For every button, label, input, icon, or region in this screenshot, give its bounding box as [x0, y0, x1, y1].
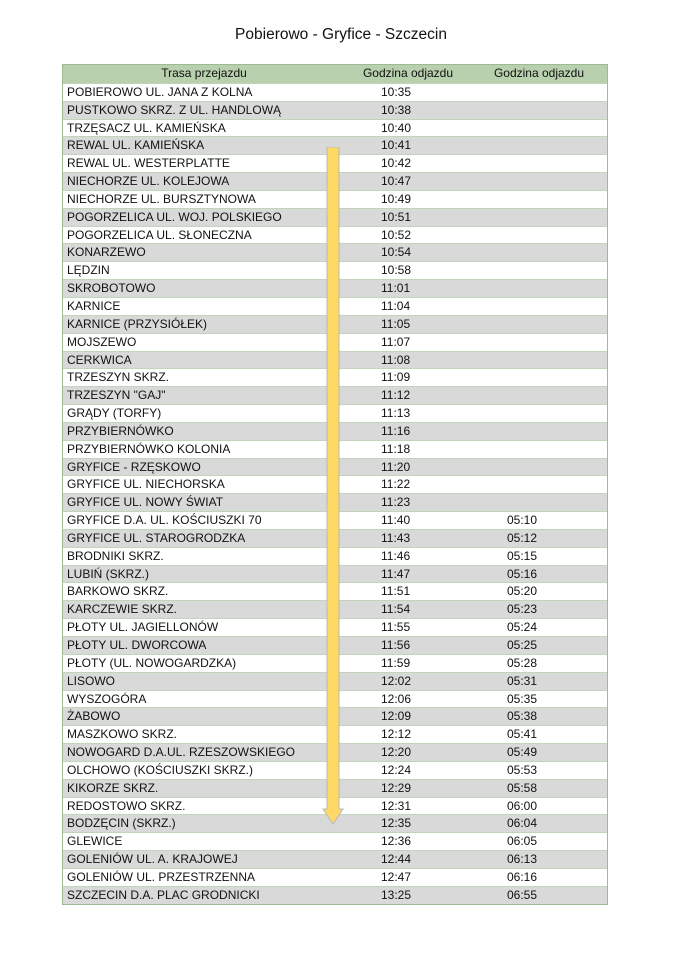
departure-time-1: 10:40	[381, 120, 412, 135]
stop-name: GOLENIÓW UL. A. KRAJOWEJ	[67, 852, 238, 867]
stop-name: POBIEROWO UL. JANA Z KOLNA	[67, 84, 253, 99]
departure-time-2	[471, 191, 607, 208]
departure-time-1: 11:01	[381, 281, 411, 296]
departure-time-1: 10:42	[381, 156, 412, 171]
stop-name: LUBIŃ (SKRZ.)	[67, 566, 150, 581]
departure-time-1: 11:40	[381, 513, 411, 528]
table-row	[63, 832, 607, 850]
departure-time-1: 12:47	[381, 869, 412, 884]
header-departure-1: Godzina odjazdu	[362, 66, 454, 80]
stop-name: REWAL UL. KAMIEŃSKA	[67, 138, 205, 153]
departure-time-2: 06:04	[507, 816, 538, 831]
stop-name: LISOWO	[67, 673, 116, 688]
stop-name: KIKORZE SKRZ.	[67, 780, 159, 795]
departure-time-1: 11:59	[381, 655, 411, 670]
stop-name: MOJSZEWO	[67, 334, 137, 349]
departure-time-1: 10:58	[381, 263, 412, 278]
stop-name: BRODNIKI SKRZ.	[67, 548, 164, 563]
table-row	[63, 850, 607, 868]
stop-name: PŁOTY UL. JAGIELLONÓW	[67, 620, 219, 635]
departure-time-2: 05:38	[507, 709, 538, 724]
departure-time-1: 11:07	[381, 334, 411, 349]
departure-time-2	[471, 334, 607, 351]
departure-time-2: 05:20	[507, 584, 538, 599]
departure-time-1: 12:20	[381, 745, 412, 760]
stop-name: TRZĘSACZ UL. KAMIEŃSKA	[67, 120, 226, 135]
departure-time-1: 10:47	[381, 174, 412, 189]
departure-time-2	[471, 405, 607, 422]
stop-name: CERKWICA	[67, 352, 132, 367]
departure-time-2: 05:41	[507, 727, 538, 742]
departure-time-1: 12:02	[381, 673, 412, 688]
departure-time-2	[471, 262, 607, 279]
departure-time-1: 11:51	[381, 584, 411, 599]
departure-time-2: 06:00	[507, 798, 538, 813]
stop-name: POGORZELICA UL. WOJ. POLSKIEGO	[67, 209, 282, 224]
stop-name: KARNICE	[67, 298, 121, 313]
departure-time-2	[471, 137, 607, 154]
stop-name: GRYFICE - RZĘSKOWO	[67, 459, 201, 474]
departure-time-1: 12:35	[381, 816, 412, 831]
departure-time-2: 05:25	[507, 638, 538, 652]
departure-time-2	[471, 441, 607, 458]
stop-name: BARKOWO SKRZ.	[67, 584, 169, 599]
stop-name: REWAL UL. WESTERPLATTE	[67, 156, 230, 171]
departure-time-2: 05:23	[507, 602, 538, 617]
departure-time-2: 05:58	[507, 780, 538, 795]
departure-time-2: 05:28	[507, 655, 538, 670]
departure-time-2: 06:13	[507, 852, 538, 867]
departure-time-2	[471, 387, 607, 404]
departure-time-2	[471, 155, 607, 172]
stop-name: TRZESZYN "GAJ"	[67, 388, 166, 403]
departure-time-1: 12:36	[381, 834, 412, 849]
departure-time-1: 13:25	[381, 887, 412, 902]
departure-time-2: 06:05	[507, 834, 538, 849]
departure-time-1: 11:22	[381, 477, 411, 492]
departure-time-2	[471, 298, 607, 315]
header-route: Trasa przejazdu	[161, 66, 247, 80]
departure-time-1: 10:35	[381, 84, 412, 99]
departure-time-2: 06:16	[507, 869, 538, 884]
departure-time-1: 12:31	[381, 798, 412, 813]
stop-name: GRĄDY (TORFY)	[67, 406, 162, 421]
stop-name: NOWOGARD D.A.UL. RZESZOWSKIEGO	[67, 745, 296, 760]
stop-name: GRYFICE D.A. UL. KOŚCIUSZKI 70	[67, 513, 262, 528]
stop-name: NIECHORZE UL. BURSZTYNOWA	[67, 191, 256, 206]
departure-time-2	[471, 352, 607, 369]
departure-time-1: 11:55	[381, 620, 411, 635]
departure-time-2	[471, 84, 607, 101]
departure-time-2: 05:53	[507, 762, 538, 777]
departure-time-2	[471, 209, 607, 226]
stop-name: KONARZEWO	[67, 245, 146, 260]
departure-time-2	[471, 459, 607, 476]
stop-name: PUSTKOWO SKRZ. Z UL. HANDLOWĄ	[67, 102, 282, 117]
departure-time-2: 05:10	[507, 513, 538, 528]
stop-name: SZCZECIN D.A. PLAC GRODNICKI	[67, 887, 260, 902]
table-row	[63, 119, 607, 137]
departure-time-1: 12:09	[381, 709, 412, 724]
stop-name: WYSZOGÓRA	[67, 691, 147, 706]
departure-time-1: 11:13	[381, 406, 411, 421]
departure-time-2: 05:12	[507, 530, 538, 545]
stop-name: MASZKOWO SKRZ.	[67, 727, 178, 742]
departure-time-1: 10:51	[381, 209, 412, 224]
departure-time-1: 11:54	[381, 602, 411, 617]
departure-time-2	[471, 316, 607, 333]
stop-name: GRYFICE UL. NIECHORSKA	[67, 477, 225, 492]
stop-name: LĘDZIN	[67, 263, 110, 278]
stop-name: POGORZELICA UL. SŁONECZNA	[67, 227, 252, 242]
departure-time-2: 05:16	[507, 566, 538, 581]
departure-time-2: 05:24	[507, 620, 538, 635]
departure-time-1: 10:52	[381, 227, 412, 242]
departure-time-1: 11:46	[381, 548, 411, 563]
departure-time-1: 11:08	[381, 352, 411, 367]
departure-time-1: 11:09	[381, 370, 411, 385]
table-row	[63, 868, 607, 886]
stop-name: REDOSTOWO SKRZ.	[67, 798, 186, 813]
departure-time-1: 11:43	[381, 530, 411, 545]
departure-time-1: 12:12	[381, 727, 412, 742]
stop-name: ŻABOWO	[67, 709, 121, 724]
stop-name: GLEWICE	[67, 834, 123, 849]
departure-time-2	[471, 280, 607, 297]
stop-name: GOLENIÓW UL. PRZESTRZENNA	[67, 869, 256, 884]
stop-name: GRYFICE UL. STAROGRODZKA	[67, 530, 246, 545]
stop-name: PŁOTY (UL. NOWOGARDZKA)	[67, 655, 237, 670]
departure-time-1: 11:18	[381, 441, 411, 456]
departure-time-2	[471, 244, 607, 261]
stop-name: NIECHORZE UL. KOLEJOWA	[67, 174, 230, 189]
departure-time-2: 06:55	[507, 887, 538, 902]
departure-time-2	[471, 494, 607, 511]
table-row	[63, 886, 607, 904]
departure-time-1: 11:16	[381, 423, 411, 438]
departure-time-2	[471, 227, 607, 244]
header-departure-2: Godzina odjazdu	[493, 66, 585, 80]
table-row	[63, 101, 607, 119]
stop-name: OLCHOWO (KOŚCIUSZKI SKRZ.)	[67, 762, 254, 777]
departure-time-1: 10:38	[381, 102, 412, 117]
departure-time-2: 05:35	[507, 691, 538, 706]
departure-time-2	[471, 369, 607, 386]
departure-time-1: 11:05	[381, 316, 411, 331]
page-title: Pobierowo - Gryfice - Szczecin	[235, 26, 447, 43]
departure-time-1: 11:47	[381, 566, 411, 581]
departure-time-2: 05:31	[507, 673, 538, 688]
departure-time-1: 12:29	[381, 780, 412, 795]
departure-time-1: 11:20	[381, 459, 411, 474]
departure-time-1: 11:23	[381, 495, 411, 510]
stop-name: BODZĘCIN (SKRZ.)	[67, 816, 176, 831]
stop-name: PRZYBIERNÓWKO	[67, 423, 174, 438]
departure-time-1: 12:44	[381, 852, 412, 867]
stop-name: KARCZEWIE SKRZ.	[67, 602, 178, 617]
departure-time-2: 05:49	[507, 745, 538, 760]
departure-time-1: 10:54	[381, 245, 412, 260]
departure-time-1: 12:24	[381, 762, 412, 777]
departure-time-1: 11:56	[381, 638, 411, 652]
stop-name: GRYFICE UL. NOWY ŚWIAT	[67, 495, 224, 510]
departure-time-1: 10:49	[381, 191, 412, 206]
table-header	[63, 65, 607, 83]
departure-time-2	[471, 423, 607, 440]
departure-time-2: 05:15	[507, 548, 538, 563]
departure-time-2	[471, 173, 607, 190]
departure-time-1: 11:04	[381, 298, 411, 313]
stop-name: SKROBOTOWO	[67, 281, 156, 296]
stop-name: KARNICE (PRZYSIÓŁEK)	[67, 316, 208, 331]
departure-time-2	[471, 120, 607, 137]
departure-time-1: 10:41	[381, 138, 412, 153]
departure-time-1: 11:12	[381, 388, 411, 403]
stop-name: PŁOTY UL. DWORCOWA	[67, 638, 207, 652]
stop-name: PRZYBIERNÓWKO KOLONIA	[67, 441, 231, 456]
table-row	[63, 83, 607, 101]
departure-time-2	[471, 476, 607, 493]
departure-time-1: 12:06	[381, 691, 412, 706]
departure-time-2	[471, 102, 607, 119]
direction-arrow-icon	[322, 147, 344, 825]
stop-name: TRZESZYN SKRZ.	[67, 370, 170, 385]
